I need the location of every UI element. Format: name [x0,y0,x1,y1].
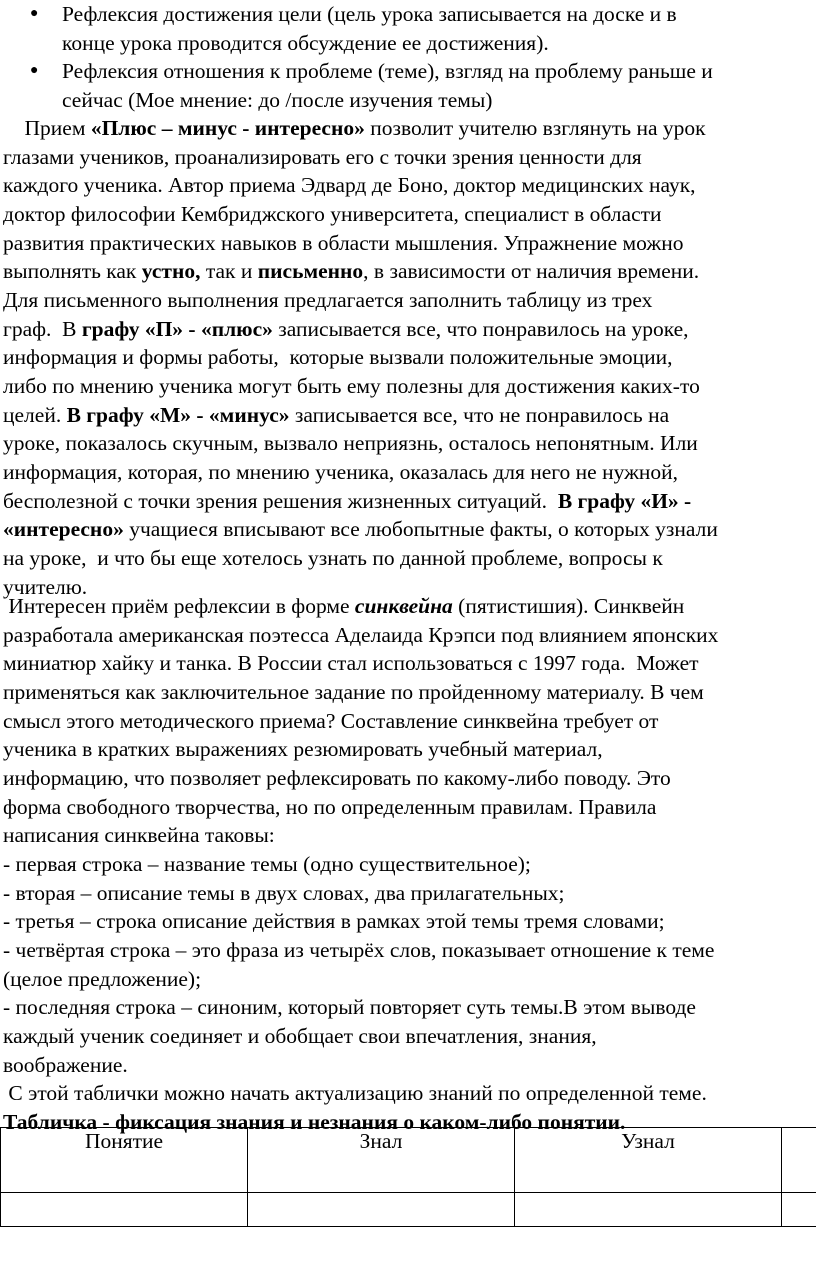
bullet-line: Рефлексия достижения цели (цель урока записывается на доске и в [62,2,677,26]
text-line: каждый ученик соединяет и обобщает свои впечатления, знания, [3,1023,597,1048]
text-line: С этой таблички можно начать актуализацию знаний по определенной теме. [3,1081,707,1106]
knowledge-table-wrapper [0,1127,816,1227]
bold-term-written: письменно [257,259,364,284]
text-line: воображение. [3,1052,128,1077]
header-extra [782,1128,816,1193]
bold-term-interesting-2: «интересно» [3,517,124,542]
text-line: доктор философии Кембриджского университета, специалист в области [3,201,662,226]
header-knew: Знал [248,1128,515,1193]
cinquain-paragraph [3,592,815,1136]
bold-term-pmi: «Плюс – минус - интересно» [90,116,365,140]
bullet-line: Рефлексия отношения к проблеме (теме), взгляд на проблему раньше и [62,59,713,84]
text-line: либо по мнению ученика могут быть ему полезны для достижения каких-то [3,373,700,398]
bullet-icon: ● [30,6,39,21]
text-line: уроке, показалось скучным, вызвало неприязнь, осталось непонятным. Или [3,431,698,456]
rule-line: - четвёртая строка – это фраза из четырёх слов, показывает отношение к теме [3,937,715,962]
table-header-row [1,1128,816,1193]
table-cell[interactable] [515,1193,782,1227]
text-line: Интересен приём рефлексии в форме синквейна (пятистишия). Синквейн [3,594,685,618]
rule-line: - вторая – описание темы в двух словах, два прилагательных; [3,880,565,905]
text-line: бесполезной с точки зрения решения жизненных ситуаций. В графу «И» - [3,488,692,513]
text-line: целей. В графу «М» - «минус» записывается все, что не понравилось на [3,402,670,427]
text-line: информация, которая, по мнению ученика, оказалась для него не нужной, [3,459,679,484]
text-line: разработала американская поэтесса Аделаида Крэпси под влиянием японских [3,622,719,647]
text-line: учителю. [3,574,88,599]
table-cell[interactable] [1,1193,248,1227]
bullet-item-goal-reflection [0,0,816,57]
table-cell[interactable] [248,1193,515,1227]
bullet-list [0,0,816,114]
text-line: информацию, что позволяет рефлексировать по какому-либо поводу. Это [3,765,671,790]
text-line: выполнять как устно, так и письменно, в зависимости от наличия времени. [3,259,700,284]
text-line: миниатюр хайку и танка. В России стал использоваться с 1997 года. Может [3,651,699,676]
text-line: на уроке, и что бы еще хотелось узнать по данной проблеме, вопросы к [3,545,663,570]
table-cell[interactable] [782,1193,816,1227]
bullet-line: сейчас (Мое мнение: до /после изучения темы) [62,87,493,112]
table-row [1,1193,816,1227]
rule-line: (целое предложение); [3,966,202,991]
bold-term-plus: графу «П» - «плюс» [81,316,273,341]
bullet-item-problem-reflection [0,57,816,114]
table-caption: Табличка - фиксация знания и незнания о каком-либо понятии. [3,1109,626,1134]
text-line: написания синквейна таковы: [3,823,275,848]
text-line: форма свободного творчества, но по определенным правилам. Правила [3,794,657,819]
pmi-paragraph [3,114,815,601]
text-line: каждого ученика. Автор приема Эдвард де Боно, доктор медицинских наук, [3,173,696,198]
bold-italic-term-cinquain: синквейна [354,594,453,618]
text-line: «интересно» учащиеся вписывают все любопытные факты, о которых узнали [3,517,718,542]
header-concept: Понятие [1,1128,248,1193]
text-line: смысл этого методического приема? Составление синквейна требует от [3,708,659,733]
bullet-line: конце урока проводится обсуждение ее достижения). [62,30,549,55]
bold-term-oral: устно, [141,259,201,284]
header-learned: Узнал [515,1128,782,1193]
text-line: применяться как заключительное задание по пройденному материалу. В чем [3,679,704,704]
text-line: глазами учеников, проанализировать его с точки зрения ценности для [3,144,642,169]
text-line: Для письменного выполнения предлагается заполнить таблицу из трех [3,287,653,312]
text-line: граф. В графу «П» - «плюс» записывается все, что понравилось на уроке, [3,316,689,341]
text-line: информация и формы работы, которые вызвали положительные эмоции, [3,345,673,370]
bullet-icon: ● [30,63,39,79]
rule-line: - последняя строка – синоним, который повторяет суть темы.В этом выводе [3,995,696,1020]
text-line: ученика в кратких выражениях резюмировать учебный материал, [3,737,603,762]
text-line: Прием «Плюс – минус - интересно» позволит учителю взглянуть на урок [3,116,706,140]
rule-line: - первая строка – название темы (одно существительное); [3,851,531,876]
bold-term-minus: В графу «М» - «минус» [66,402,290,427]
bold-term-interesting: В графу «И» - [557,488,692,513]
text-line: развития практических навыков в области мышления. Упражнение можно [3,230,684,255]
rule-line: - третья – строка описание действия в рамках этой темы тремя словами; [3,909,665,934]
knowledge-table [0,1127,816,1227]
